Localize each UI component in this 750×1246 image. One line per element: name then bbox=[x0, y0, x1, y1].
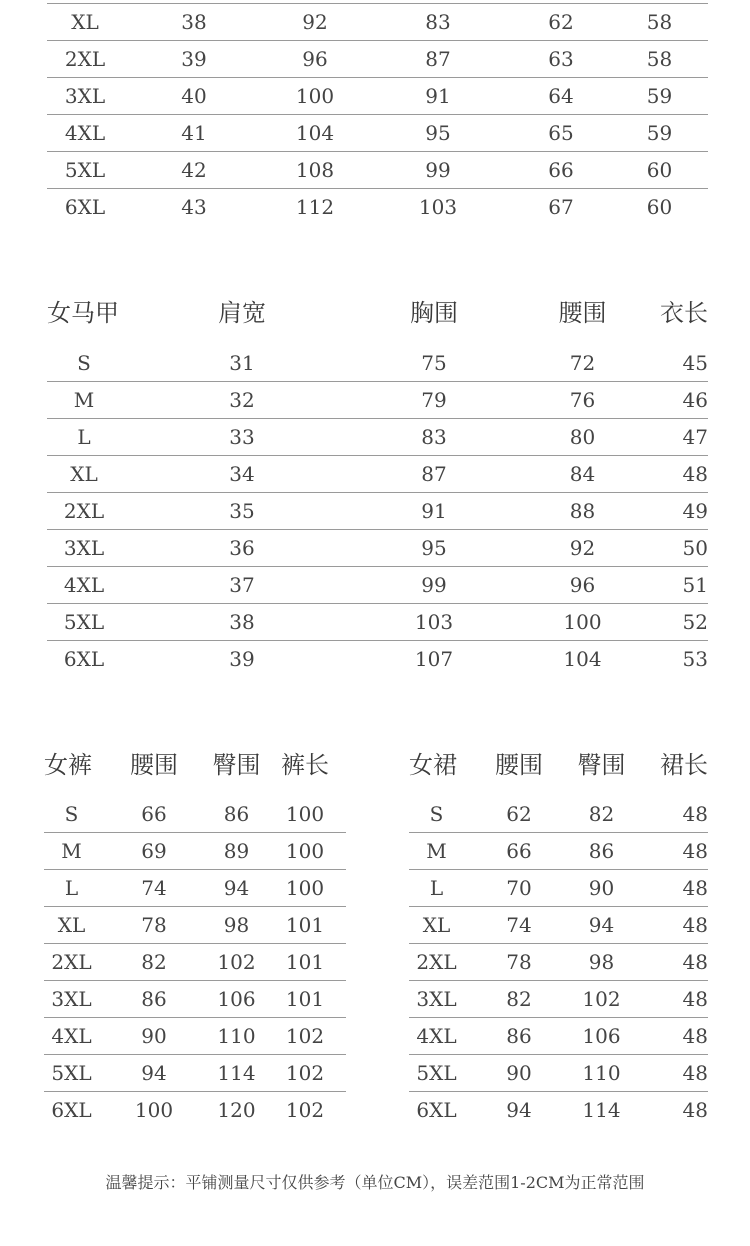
table-cell: 69 bbox=[141, 839, 167, 863]
table-cell: 33 bbox=[229, 425, 255, 449]
table-cell: 6XL bbox=[416, 1098, 457, 1122]
table-cell: 3XL bbox=[64, 84, 106, 108]
table-row bbox=[409, 1055, 708, 1092]
table-cell: 99 bbox=[425, 158, 451, 182]
table-cell: XL bbox=[422, 913, 451, 937]
vest-table-header bbox=[47, 290, 708, 330]
table-cell: 82 bbox=[141, 950, 167, 974]
column-header: 腰围 bbox=[495, 750, 543, 779]
pants-size-table bbox=[44, 742, 346, 1128]
table-cell: 5XL bbox=[64, 158, 106, 182]
table-row bbox=[44, 833, 346, 870]
table-row bbox=[44, 944, 346, 981]
table-cell: 101 bbox=[285, 913, 325, 937]
table-cell: 90 bbox=[588, 876, 615, 900]
table-cell: 100 bbox=[285, 839, 325, 863]
table-cell: 80 bbox=[569, 425, 596, 449]
table-cell: 83 bbox=[421, 425, 447, 449]
table-cell: 62 bbox=[548, 10, 574, 34]
table-cell: 31 bbox=[229, 351, 255, 375]
table-cell: 41 bbox=[181, 121, 207, 145]
table-cell: 64 bbox=[548, 84, 574, 108]
table-cell: 86 bbox=[141, 987, 167, 1011]
column-header: 肩宽 bbox=[218, 298, 266, 327]
table-cell: 110 bbox=[582, 1061, 621, 1085]
table-row bbox=[409, 1092, 708, 1128]
table-cell: 100 bbox=[295, 84, 335, 108]
table-cell: 101 bbox=[285, 987, 325, 1011]
table-cell: M bbox=[73, 388, 95, 412]
table-cell: 66 bbox=[506, 839, 532, 863]
table-cell: 114 bbox=[217, 1061, 256, 1085]
table-cell: 102 bbox=[285, 1098, 325, 1122]
table-cell: 75 bbox=[421, 351, 447, 375]
skirt-table-header bbox=[409, 742, 708, 782]
table-cell: 48 bbox=[682, 950, 708, 974]
table-cell: 96 bbox=[569, 573, 596, 597]
table-cell: S bbox=[64, 802, 79, 826]
table-cell: 107 bbox=[414, 647, 454, 671]
table-cell: 86 bbox=[223, 802, 250, 826]
table-row bbox=[409, 944, 708, 981]
table-row bbox=[409, 1018, 708, 1055]
table-cell: 60 bbox=[646, 195, 673, 219]
table-cell: 5XL bbox=[63, 610, 105, 634]
table-cell: 101 bbox=[285, 950, 325, 974]
table-cell: 50 bbox=[682, 536, 708, 560]
table-cell: 53 bbox=[682, 647, 708, 671]
table-cell: 46 bbox=[682, 388, 708, 412]
table-cell: XL bbox=[70, 462, 98, 486]
table-row bbox=[47, 115, 708, 152]
table-cell: M bbox=[426, 839, 447, 863]
table-cell: 83 bbox=[425, 10, 451, 34]
table-cell: 4XL bbox=[64, 121, 106, 145]
table-row bbox=[44, 907, 346, 944]
table-cell: 94 bbox=[223, 876, 250, 900]
table-cell: 103 bbox=[414, 610, 454, 634]
table-cell: 104 bbox=[295, 121, 335, 145]
table-row bbox=[44, 1018, 346, 1055]
table-cell: 48 bbox=[682, 839, 708, 863]
table-cell: 94 bbox=[141, 1061, 167, 1085]
table-cell: 48 bbox=[682, 802, 708, 826]
column-header: 臀围 bbox=[577, 750, 626, 779]
table-cell: 48 bbox=[682, 913, 708, 937]
table-row bbox=[47, 567, 708, 604]
table-cell: 100 bbox=[285, 802, 325, 826]
table-row bbox=[44, 796, 346, 833]
table-cell: 48 bbox=[682, 876, 708, 900]
table-cell: 48 bbox=[682, 1098, 708, 1122]
table-cell: XL bbox=[71, 10, 99, 34]
table-cell: 90 bbox=[141, 1024, 167, 1048]
table-cell: 92 bbox=[569, 536, 596, 560]
table-cell: 34 bbox=[229, 462, 255, 486]
table-row bbox=[47, 419, 708, 456]
table-row bbox=[47, 345, 708, 382]
table-row bbox=[409, 796, 708, 833]
table-cell: 4XL bbox=[51, 1024, 92, 1048]
table-cell: 48 bbox=[682, 462, 708, 486]
table-cell: 49 bbox=[682, 499, 708, 523]
pants-table-body bbox=[44, 796, 346, 1128]
table-cell: 45 bbox=[682, 351, 708, 375]
table-row bbox=[409, 833, 708, 870]
column-header: 臀围 bbox=[212, 750, 261, 779]
table-row bbox=[47, 152, 708, 189]
vest-table-body bbox=[47, 345, 708, 677]
measurement-note: 温馨提示：平铺测量尺寸仅供参考（单位CM），误差范围1-2CM为正常范围 bbox=[105, 1173, 645, 1192]
table-cell: 72 bbox=[569, 351, 596, 375]
table-row bbox=[47, 189, 708, 225]
table-cell: 3XL bbox=[416, 987, 457, 1011]
column-header: 胸围 bbox=[410, 298, 458, 327]
table-cell: 120 bbox=[217, 1098, 256, 1122]
table-cell: 108 bbox=[295, 158, 335, 182]
table-cell: 95 bbox=[421, 536, 447, 560]
table-cell: 103 bbox=[418, 195, 458, 219]
table-cell: 36 bbox=[229, 536, 255, 560]
table-cell: 48 bbox=[682, 1061, 708, 1085]
table-cell: 91 bbox=[425, 84, 451, 108]
table-cell: 66 bbox=[141, 802, 167, 826]
table-cell: 98 bbox=[223, 913, 250, 937]
table-cell: 94 bbox=[506, 1098, 532, 1122]
table-row bbox=[47, 604, 708, 641]
table-cell: 112 bbox=[295, 195, 335, 219]
table-cell: 3XL bbox=[63, 536, 105, 560]
table-cell: 6XL bbox=[63, 647, 105, 671]
table-row bbox=[409, 981, 708, 1018]
table-cell: 74 bbox=[141, 876, 167, 900]
table-cell: 100 bbox=[563, 610, 602, 634]
skirt-size-table bbox=[409, 742, 708, 1128]
table-cell: 63 bbox=[548, 47, 574, 71]
table-cell: 6XL bbox=[64, 195, 106, 219]
table-cell: 78 bbox=[506, 950, 532, 974]
table-cell: 95 bbox=[425, 121, 451, 145]
table-row bbox=[47, 530, 708, 567]
table-cell: 66 bbox=[548, 158, 574, 182]
table-cell: 5XL bbox=[416, 1061, 457, 1085]
table-cell: S bbox=[429, 802, 444, 826]
table-cell: 43 bbox=[181, 195, 207, 219]
table-row bbox=[47, 41, 708, 78]
table-cell: 48 bbox=[682, 1024, 708, 1048]
table-cell: 47 bbox=[682, 425, 708, 449]
size-table-top-body bbox=[47, 4, 708, 225]
table-cell: 32 bbox=[229, 388, 255, 412]
table-cell: 90 bbox=[506, 1061, 532, 1085]
table-cell: 3XL bbox=[51, 987, 92, 1011]
table-cell: 51 bbox=[682, 573, 708, 597]
table-cell: 4XL bbox=[416, 1024, 457, 1048]
table-cell: 82 bbox=[588, 802, 615, 826]
table-row bbox=[47, 78, 708, 115]
table-cell: 96 bbox=[302, 47, 328, 71]
table-cell: 2XL bbox=[64, 47, 106, 71]
column-header: 衣长 bbox=[660, 298, 708, 327]
table-cell: 40 bbox=[181, 84, 207, 108]
table-cell: 87 bbox=[425, 47, 451, 71]
skirt-table-body bbox=[409, 796, 708, 1128]
column-header: 裤长 bbox=[281, 750, 329, 779]
table-row bbox=[44, 870, 346, 907]
table-cell: 39 bbox=[229, 647, 255, 671]
column-header: 腰围 bbox=[558, 298, 607, 327]
table-cell: 98 bbox=[588, 950, 615, 974]
table-row bbox=[44, 1055, 346, 1092]
table-cell: 2XL bbox=[416, 950, 457, 974]
table-cell: 84 bbox=[569, 462, 596, 486]
table-cell: 42 bbox=[181, 158, 207, 182]
column-header: 女裙 bbox=[409, 750, 457, 779]
table-row bbox=[47, 493, 708, 530]
table-cell: 79 bbox=[421, 388, 447, 412]
table-cell: 38 bbox=[181, 10, 207, 34]
table-cell: 76 bbox=[569, 388, 596, 412]
table-cell: 38 bbox=[229, 610, 255, 634]
table-cell: 114 bbox=[582, 1098, 621, 1122]
vest-size-table bbox=[47, 290, 708, 677]
table-cell: 6XL bbox=[51, 1098, 92, 1122]
table-cell: 82 bbox=[506, 987, 532, 1011]
table-cell: 58 bbox=[646, 10, 673, 34]
table-cell: 92 bbox=[302, 10, 328, 34]
table-cell: 86 bbox=[506, 1024, 532, 1048]
table-cell: 65 bbox=[548, 121, 574, 145]
table-cell: XL bbox=[57, 913, 86, 937]
table-cell: 100 bbox=[285, 876, 325, 900]
table-cell: 60 bbox=[646, 158, 673, 182]
pants-table-header bbox=[44, 742, 346, 782]
table-cell: 104 bbox=[563, 647, 602, 671]
table-cell: 102 bbox=[217, 950, 256, 974]
table-row bbox=[47, 382, 708, 419]
table-cell: 37 bbox=[229, 573, 255, 597]
column-header: 腰围 bbox=[130, 750, 178, 779]
table-row bbox=[47, 641, 708, 677]
table-cell: 102 bbox=[285, 1061, 325, 1085]
table-cell: 59 bbox=[646, 84, 673, 108]
table-cell: 39 bbox=[181, 47, 207, 71]
table-cell: 110 bbox=[217, 1024, 256, 1048]
table-cell: 102 bbox=[285, 1024, 325, 1048]
table-cell: 35 bbox=[229, 499, 255, 523]
table-cell: 100 bbox=[134, 1098, 174, 1122]
table-cell: S bbox=[77, 351, 91, 375]
column-header: 女裤 bbox=[44, 750, 92, 779]
table-cell: 67 bbox=[548, 195, 574, 219]
table-cell: 87 bbox=[421, 462, 447, 486]
table-cell: 48 bbox=[682, 987, 708, 1011]
column-header: 女马甲 bbox=[47, 298, 119, 327]
table-cell: L bbox=[429, 876, 444, 900]
table-cell: 58 bbox=[646, 47, 673, 71]
size-table-top bbox=[47, 3, 708, 225]
table-row bbox=[44, 981, 346, 1018]
table-cell: 74 bbox=[506, 913, 532, 937]
table-cell: 106 bbox=[217, 987, 256, 1011]
table-row bbox=[47, 4, 708, 41]
table-cell: 91 bbox=[421, 499, 447, 523]
table-cell: 5XL bbox=[51, 1061, 92, 1085]
table-cell: 99 bbox=[421, 573, 447, 597]
table-cell: 2XL bbox=[63, 499, 105, 523]
table-cell: 62 bbox=[506, 802, 532, 826]
table-cell: 70 bbox=[506, 876, 532, 900]
table-row bbox=[47, 456, 708, 493]
table-cell: L bbox=[64, 876, 79, 900]
table-cell: L bbox=[77, 425, 91, 449]
table-cell: 86 bbox=[588, 839, 615, 863]
table-cell: 52 bbox=[682, 610, 708, 634]
table-row bbox=[409, 907, 708, 944]
table-cell: 78 bbox=[141, 913, 167, 937]
table-cell: 59 bbox=[646, 121, 673, 145]
table-cell: 88 bbox=[569, 499, 596, 523]
table-cell: 89 bbox=[223, 839, 250, 863]
column-header: 裙长 bbox=[660, 750, 708, 779]
table-cell: M bbox=[61, 839, 82, 863]
table-cell: 106 bbox=[582, 1024, 621, 1048]
table-row bbox=[409, 870, 708, 907]
table-row bbox=[44, 1092, 346, 1128]
table-cell: 4XL bbox=[63, 573, 105, 597]
table-cell: 94 bbox=[588, 913, 615, 937]
table-cell: 102 bbox=[582, 987, 621, 1011]
table-cell: 2XL bbox=[51, 950, 92, 974]
